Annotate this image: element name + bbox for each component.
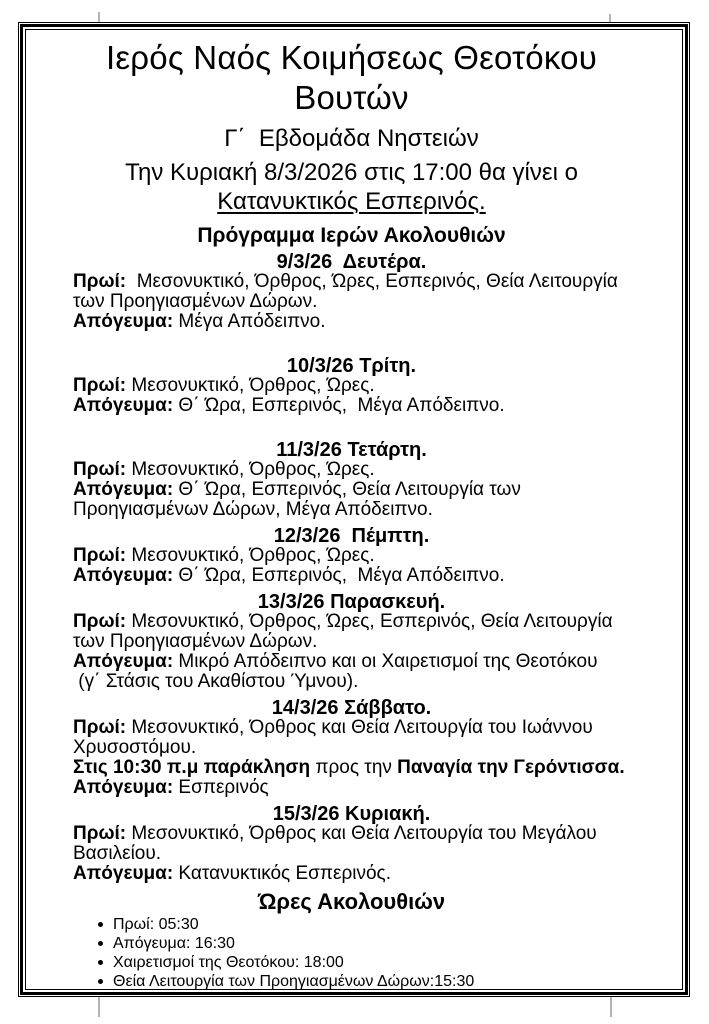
schedule-line-segment: (γ΄ Στάσις του Ακαθίστου Ύμνου). [73,671,359,692]
schedule-line [73,376,630,396]
day-schedule-list [73,252,630,884]
schedule-line [73,718,630,738]
page-border-frame [18,22,690,997]
schedule-line-segment: Μεσονυκτικό, Όρθρος, Ώρες. [126,545,375,566]
schedule-line-segment: Θ΄ Ώρα, Εσπερινός, Θεία Λειτουργία των [173,479,521,500]
schedule-line-segment: Εσπερινός [173,777,269,798]
schedule-line-bold-segment: Απόγευμα: [73,651,174,672]
schedule-line-segment: Κατανυκτικός Εσπερινός. [173,863,391,884]
schedule-line-bold-segment: Απόγευμα: [73,863,174,884]
schedule-line-segment: Μεσονυκτικό, Όρθρος, Ώρες, Εσπερινός, Θεία Λειτουργία [126,611,613,632]
schedule-line-segment: Μικρό Απόδειπνο και οι Χαιρετισμοί της Θεοτόκου [173,651,598,672]
hours-list-item: Πρωί: 05:30 [73,915,630,934]
schedule-line [73,612,630,632]
schedule-line-bold-segment: Πρωί: [73,545,127,566]
schedule-line [73,546,630,566]
schedule-line-segment: των Προηγιασμένων Δώρων. [73,631,318,652]
day-section [73,440,630,520]
schedule-line [73,396,630,416]
hours-list-item: Απόγευμα: 16:30 [73,934,630,953]
schedule-line-bold-segment: Απόγευμα: [73,777,174,798]
schedule-line [73,480,630,500]
schedule-line-bold-segment: Πρωί: [73,717,127,738]
schedule-line-bold-segment: Απόγευμα: [73,311,174,332]
schedule-line-segment: των Προηγιασμένων Δώρων. [73,291,318,312]
day-section [73,592,630,692]
hours-list-item: Χαιρετισμοί της Θεοτόκου: 18:00 [73,953,630,972]
program-heading: Πρόγραμμα Ιερών Ακολουθιών [197,224,506,247]
schedule-line-bold-segment: Απόγευμα: [73,479,174,500]
hours-list [73,915,630,990]
day-section [73,698,630,798]
church-title [73,38,630,118]
schedule-line-segment: προς την [310,757,398,778]
schedule-line [73,292,630,312]
schedule-line [73,758,630,778]
margin-mark-bottom-right-vertical [610,995,612,1017]
day-section [73,252,630,332]
schedule-line [73,312,630,332]
schedule-line [73,460,630,480]
day-date-heading: 14/3/26 Σάββατο. [271,697,432,719]
vespers-announcement-line: Την Κυριακή 8/3/2026 στις 17:00 θα γίνει ο [125,159,578,186]
schedule-line [73,566,630,586]
margin-mark-bottom-left-vertical [98,995,100,1017]
vespers-announcement [73,158,630,216]
schedule-line [73,864,630,884]
schedule-line [73,778,630,798]
schedule-line-segment: Μεσονυκτικό, Όρθρος, Ώρες, Εσπερινός, Θεία Λειτουργία [126,271,618,292]
schedule-line-segment: Προηγιασμένων Δώρων, Μέγα Απόδειπνο. [73,499,433,520]
day-date-heading: 15/3/26 Κυριακή. [272,803,431,825]
schedule-line-segment: Θ΄ Ώρα, Εσπερινός, Μέγα Απόδειπνο. [173,395,505,416]
hours-list-item: Θεία Λειτουργία των Προηγιασμένων Δώρων:15:30 [73,972,630,990]
schedule-line-bold-segment: Πρωί: [73,823,127,844]
schedule-line-segment: Μεσονυκτικό, Όρθρος και Θεία Λειτουργία του Μεγάλου [126,823,597,844]
schedule-line [73,824,630,844]
schedule-line-segment: Θ΄ Ώρα, Εσπερινός, Μέγα Απόδειπνο. [173,565,505,586]
day-section [73,804,630,884]
schedule-line-bold-segment: Πρωί: [73,611,127,632]
page-border-frame-middle [20,24,688,995]
church-title-line2: Βουτών [294,79,409,116]
document-content [26,30,682,989]
schedule-line [73,844,630,864]
schedule-line [73,672,630,692]
schedule-line-bold-segment: Πρωί: [73,375,127,396]
schedule-line [73,272,630,292]
schedule-line [73,738,630,758]
day-date-heading: 13/3/26 Παρασκευή. [257,591,446,613]
schedule-line-bold-segment: Πρωί: [73,459,127,480]
schedule-line-bold-segment: Πρωί: [73,271,127,292]
schedule-line-segment: Βασιλείου. [73,843,162,864]
page-border-frame-inner [25,29,683,990]
schedule-line [73,652,630,672]
hours-heading: Ώρες Ακολουθιών [257,889,446,914]
day-date-heading: 9/3/26 Δευτέρα. [276,251,427,273]
schedule-line-bold-segment: Παναγία την Γερόντισσα. [397,757,625,778]
day-section [73,356,630,416]
week-heading: Γ΄ Εβδομάδα Νηστειών [224,125,479,152]
day-date-heading: 12/3/26 Πέμπτη. [273,525,430,547]
day-section [73,526,630,586]
schedule-line [73,632,630,652]
schedule-line-bold-segment: Απόγευμα: [73,395,174,416]
schedule-line-bold-segment: Στις 10:30 π.μ παράκληση [73,757,311,778]
day-date-heading: 11/3/26 Τετάρτη. [276,439,427,461]
day-date-heading: 10/3/26 Τρίτη. [286,355,417,377]
vespers-announcement-underlined: Κατανυκτικός Εσπερινός. [217,188,486,215]
schedule-line-segment: Χρυσοστόμου. [73,737,197,758]
schedule-line-segment: Μεσονυκτικό, Όρθρος και Θεία Λειτουργία του Ιωάννου [126,717,593,738]
schedule-line-segment: Μεσονυκτικό, Όρθρος, Ώρες. [126,375,375,396]
church-title-line1: Ιερός Ναός Κοιμήσεως Θεοτόκου [106,39,597,76]
schedule-line-bold-segment: Απόγευμα: [73,565,174,586]
schedule-line [73,500,630,520]
schedule-line-segment: Μέγα Απόδειπνο. [173,311,326,332]
schedule-line-segment: Μεσονυκτικό, Όρθρος, Ώρες. [126,459,375,480]
